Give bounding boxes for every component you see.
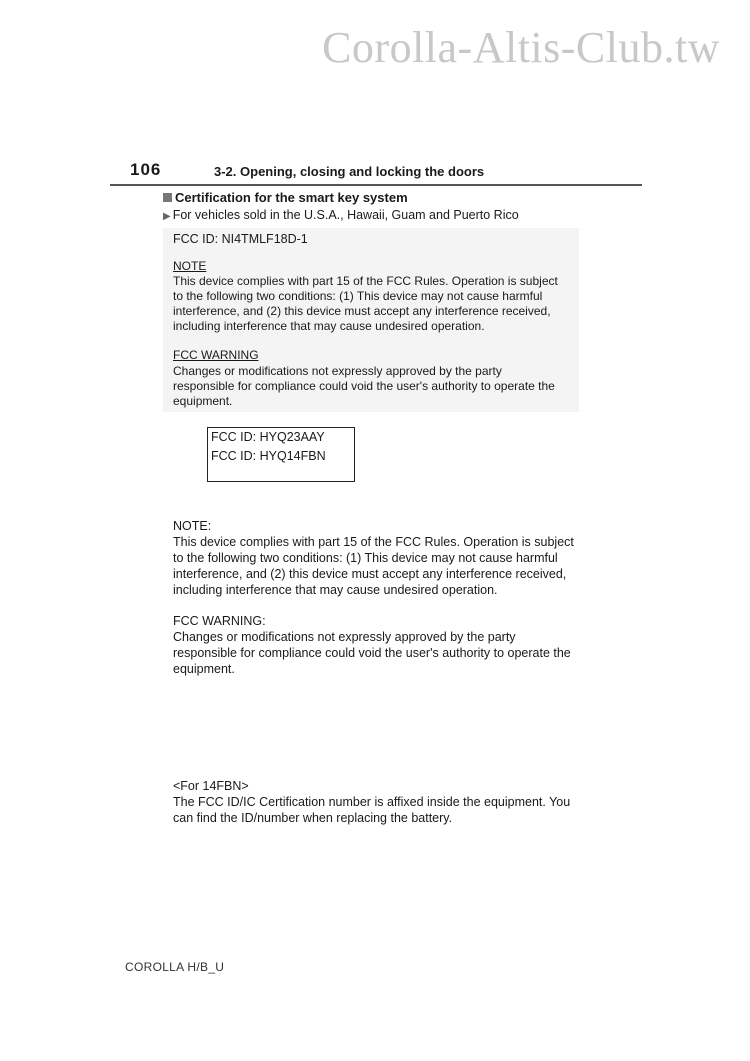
vehicles-note <box>163 208 519 222</box>
subsection-title: Certification for the smart key system <box>175 190 408 205</box>
panel-warning-heading <box>173 348 259 363</box>
second-warning-heading: FCC WARNING: <box>173 614 266 628</box>
panel-note-line: This device complies with part 15 of the FCC Rules. Operation is subject <box>173 274 558 288</box>
fcc-id-line: FCC ID: HYQ23AAY <box>211 430 325 444</box>
panel-warning-heading-text: FCC WARNING <box>173 348 259 362</box>
second-note-line: to the following two conditions: (1) This device may not cause harmful <box>173 551 558 565</box>
for-14fbn-section <box>173 778 570 826</box>
panel-warning-line: equipment. <box>173 394 233 408</box>
panel-note-line: including interference that may cause undesired operation. <box>173 319 485 333</box>
vehicles-note-text: For vehicles sold in the U.S.A., Hawaii, Guam and Puerto Rico <box>172 208 519 222</box>
watermark-text: Corolla-Altis-Club.tw <box>322 23 720 72</box>
panel-warning-line: Changes or modifications not expressly approved by the party <box>173 364 502 378</box>
second-note-line: interference, and (2) this device must accept any interference received, <box>173 567 567 581</box>
second-note-line: including interference that may cause undesired operation. <box>173 583 498 597</box>
second-note-heading: NOTE: <box>173 519 212 533</box>
second-warning <box>173 613 571 677</box>
for-14fbn-line: can find the ID/number when replacing the battery. <box>173 811 453 825</box>
fcc-id-label: FCC ID: NI4TMLF18D-1 <box>173 232 308 246</box>
second-warning-line: Changes or modifications not expressly approved by the party <box>173 630 516 644</box>
for-14fbn-heading: <For 14FBN> <box>173 779 249 793</box>
subsection-heading <box>163 190 408 205</box>
panel-note-heading-text: NOTE <box>173 259 207 273</box>
triangle-bullet-icon: ▶ <box>163 211 171 222</box>
panel-warning-line: responsible for compliance could void the user's authority to operate the <box>173 379 555 393</box>
footer-model-code: COROLLA H/B_U <box>125 960 225 974</box>
second-warning-line: responsible for compliance could void the user's authority to operate the <box>173 646 571 660</box>
fcc-id-line: FCC ID: HYQ14FBN <box>211 449 326 463</box>
for-14fbn-line: The FCC ID/IC Certification number is affixed inside the equipment. You <box>173 795 571 809</box>
second-warning-line: equipment. <box>173 662 235 676</box>
page-header <box>110 160 642 186</box>
panel-warning-body <box>173 364 555 409</box>
square-bullet-icon <box>163 193 172 202</box>
section-title: 3-2. Opening, closing and locking the doors <box>214 164 485 179</box>
panel-note-line: interference, and (2) this device must accept any interference received, <box>173 304 551 318</box>
panel-note-heading <box>173 259 206 274</box>
panel-note-line: to the following two conditions: (1) This device may not cause harmful <box>173 289 543 303</box>
page-number: 106 <box>130 160 162 179</box>
second-note-line: This device complies with part 15 of the FCC Rules. Operation is subject <box>173 535 574 549</box>
fcc-id-box <box>207 427 355 482</box>
panel-note-body <box>173 274 558 334</box>
second-note <box>173 518 574 598</box>
